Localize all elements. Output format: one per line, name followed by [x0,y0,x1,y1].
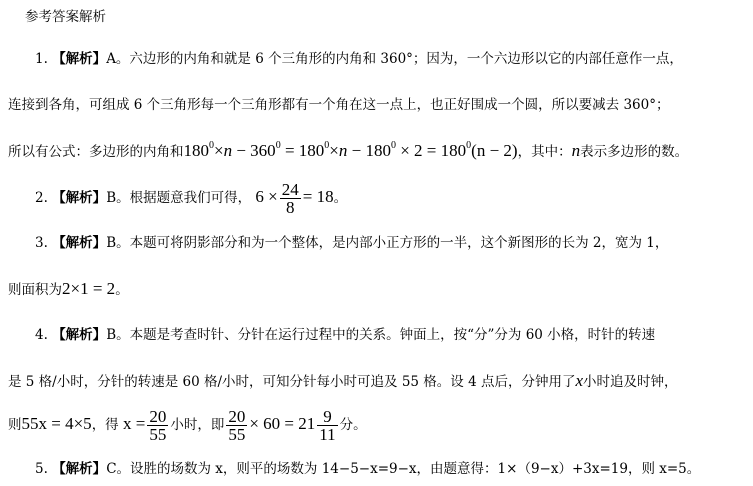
answer-2-text: B。根据题意我们可得， [106,190,252,206]
answer-1-formula-intro: 所以有公式：多边形的内角和 [8,144,184,160]
fraction-20-over-55-second: $\frac{20}{55}$ [228,407,246,444]
answer-5-tag: 【解析】 [52,461,107,477]
answer-4-tag: 【解析】 [52,327,107,343]
answer-4-line-3: 则55x = 4×5，得 x = $\frac{20}{55}$ 小时，即 $\frac{20}{55}$ × 60 = 21 $\frac{9}{11}$ 分。 [8,407,367,444]
fraction-20-over-55: $\frac{20}{55}$ [149,407,167,444]
answer-4-text-1: B。本题是考查时针、分针在运行过程中的关系。钟面上，按“分”分为 60 小格，时针的转速 [106,327,656,343]
catch-up-equation: 55x = 4×5 [21,414,92,433]
answer-2-tag: 【解析】 [52,190,107,206]
answer-1-text-1: A。六边形的内角和就是 6 个三角形的内角和 360°；因为，一个六边形以它的内部任意作一点， [106,51,683,67]
fraction-24-over-8: $\frac{24}{8}$ [281,180,299,217]
answer-4-line-1 [35,326,655,344]
answer-3-line-1 [35,234,668,252]
answer-3-number: 3. [35,235,48,251]
fraction-9-over-11: $\frac{9}{11}$ [319,407,336,444]
answer-1-number: 1. [35,51,48,67]
answer-4-number: 4. [35,327,48,343]
answer-1-tag: 【解析】 [52,51,107,67]
answer-5-number: 5. [35,461,48,477]
area-equation: 2×1 = 2 [62,279,116,298]
answer-5-text: C。设胜的场数为 x，则平的场数为 14−5−x=9−x，由题意得：1×（9−x）+3x=19，则 x=5。 [106,461,701,477]
answer-3-line-2: 则面积为2×1 = 2。 [8,279,129,298]
answer-5-line [35,460,700,478]
answer-1-line-2: 连接到各角，可组成 6 个三角形每一个三角形都有一个角在这一点上，也正好围成一个圆，所以要减去 360°； [8,97,670,113]
answer-3-tag: 【解析】 [52,235,107,251]
answer-2-number: 2. [35,190,48,206]
answer-2-line: 2. 【解析】B。根据题意我们可得， 6 × $\frac{24}{8}$ = 18。 [35,180,348,217]
answer-4-line-2: 是 5 格/小时，分针的转速是 60 格/小时，可知分针每小时可追及 55 格。设 4 点后，分钟用了x小时追及时钟， [8,371,678,390]
answer-1-line-3: 所以有公式：多边形的内角和$180^0\times n - 360^0 = 180^0\times n - 180^0 \times 2 = 180^0(n - 2)$，其中：n表示多边形的数。 [8,140,689,160]
polygon-angle-formula: $180^0\times n - 360^0 = 180^0\times n - 180^0 \times 2 = 180^0(n - 2)$ [183,140,518,160]
answer-3-text-1: B。本题可将阴影部分和为一个整体，是内部小正方形的一半，这个新图形的长为 2，宽为 1， [106,235,669,251]
answer-1-line-1 [35,50,683,68]
page-title: 参考答案解析 [25,9,106,25]
